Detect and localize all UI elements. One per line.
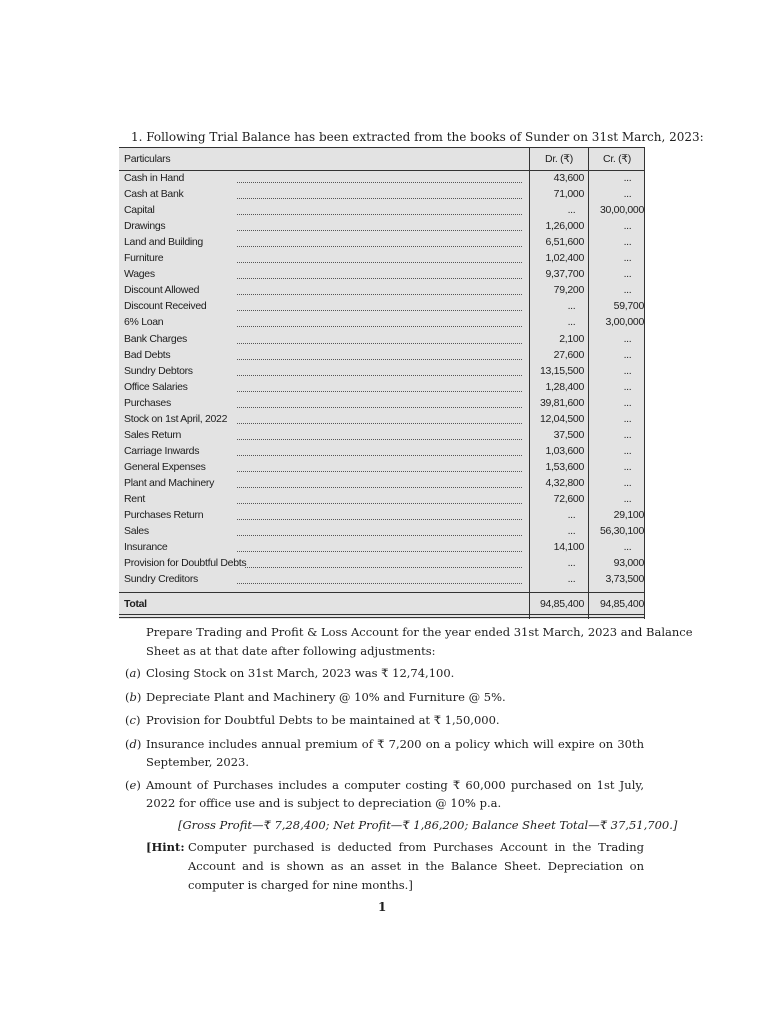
table-row xyxy=(119,316,645,332)
row-particulars: Bad Debts xyxy=(124,348,171,361)
adjustment-e-text: Amount of Purchases includes a computer costing ₹ 60,000 purchased on 1st July, 2022 for office use and is subject to depreciation @ 10% p.a. xyxy=(146,778,644,810)
row-cr-amount: ... xyxy=(623,444,632,457)
leader-dots xyxy=(245,567,522,568)
table-row xyxy=(119,188,645,204)
table-row xyxy=(119,220,645,236)
row-particulars: Purchases xyxy=(124,396,171,409)
row-particulars: Capital xyxy=(124,204,155,217)
row-dr-amount: 1,03,600 xyxy=(545,444,584,457)
total-label: Total xyxy=(124,598,147,610)
total-bottom-rule-1 xyxy=(119,614,645,615)
row-dr-amount: 4,32,800 xyxy=(545,476,584,489)
table-row xyxy=(119,381,645,397)
table-row xyxy=(119,541,645,557)
row-dr-amount: ... xyxy=(567,509,576,522)
row-particulars: Carriage Inwards xyxy=(124,444,200,457)
row-cr-amount: 59,700 xyxy=(613,300,644,313)
leader-dots xyxy=(237,359,522,360)
row-cr-amount: 93,000 xyxy=(613,557,644,570)
table-row xyxy=(119,557,645,573)
row-dr-amount: ... xyxy=(567,316,576,329)
leader-dots xyxy=(237,519,522,520)
row-dr-amount: 43,600 xyxy=(553,172,584,184)
total-cr: 94,85,400 xyxy=(599,598,644,610)
leader-dots xyxy=(237,310,522,311)
table-row xyxy=(119,525,645,541)
leader-dots xyxy=(237,487,522,488)
adjustment-a-text: Closing Stock on 31st March, 2023 was ₹ 12,74,100. xyxy=(146,666,455,680)
table-row xyxy=(119,284,645,300)
row-dr-amount: 72,600 xyxy=(553,493,584,505)
table-row xyxy=(119,333,645,349)
table-row xyxy=(119,252,645,268)
row-dr-amount: 1,28,400 xyxy=(545,380,584,393)
leader-dots xyxy=(237,294,522,295)
row-particulars: Insurance xyxy=(124,541,168,554)
row-dr-amount: 14,100 xyxy=(553,541,584,554)
hint-label: [Hint: xyxy=(146,840,185,854)
adjustment-b-text: Depreciate Plant and Machinery @ 10% and Furniture @ 5%. xyxy=(146,690,506,704)
leader-dots xyxy=(237,214,522,215)
header-bottom-rule xyxy=(119,170,645,171)
adjustment-c-text: Provision for Doubtful Debts to be maintained at ₹ 1,50,000. xyxy=(146,713,500,727)
row-dr-amount: 37,500 xyxy=(553,428,584,441)
table-row xyxy=(119,413,645,429)
row-dr-amount: 12,04,500 xyxy=(539,412,584,425)
row-dr-amount: 39,81,600 xyxy=(539,396,584,409)
row-particulars: Office Salaries xyxy=(124,380,188,393)
row-dr-amount: 1,53,600 xyxy=(545,460,584,473)
row-cr-amount: ... xyxy=(623,252,632,265)
answer-line: [Gross Profit—₹ 7,28,400; Net Profit—₹ 1,86,200; Balance Sheet Total—₹ 37,51,700.] xyxy=(178,818,678,832)
row-cr-amount: ... xyxy=(623,460,632,473)
leader-dots xyxy=(237,246,522,247)
row-particulars: Sales xyxy=(124,525,149,538)
row-cr-amount: ... xyxy=(623,220,632,233)
leader-dots xyxy=(237,343,522,344)
row-dr-amount: 1,26,000 xyxy=(545,220,584,233)
adjustment-a-label: (a) xyxy=(125,666,141,680)
table-row xyxy=(119,349,645,365)
row-particulars: General Expenses xyxy=(124,460,206,473)
hint-text: Computer purchased is deducted from Purchases Account in the Trading Account and is shown as an asset in the Balance Sheet. Depreciation on computer is charged for nine months.] xyxy=(188,840,644,892)
table-row xyxy=(119,429,645,445)
adjustment-b-label: (b) xyxy=(125,690,142,704)
trial-balance-table xyxy=(119,147,645,619)
row-particulars: Purchases Return xyxy=(124,509,204,522)
row-particulars: Land and Building xyxy=(124,236,203,249)
row-particulars: Cash in Hand xyxy=(124,172,185,184)
row-cr-amount: 3,00,000 xyxy=(605,316,644,329)
row-dr-amount: ... xyxy=(567,557,576,570)
leader-dots xyxy=(237,423,522,424)
row-particulars: Provision for Doubtful Debts xyxy=(124,557,247,570)
row-dr-amount: ... xyxy=(567,204,576,217)
row-cr-amount: ... xyxy=(623,380,632,393)
leader-dots xyxy=(237,583,522,584)
row-particulars: Sundry Debtors xyxy=(124,364,193,377)
leader-dots xyxy=(237,535,522,536)
row-particulars: Sales Return xyxy=(124,428,182,441)
table-top-rule xyxy=(119,147,645,148)
leader-dots xyxy=(237,326,522,327)
row-dr-amount: 27,600 xyxy=(553,348,584,361)
leader-dots xyxy=(237,391,522,392)
row-cr-amount: ... xyxy=(623,268,632,281)
row-dr-amount: 2,100 xyxy=(559,332,584,345)
row-cr-amount: 3,73,500 xyxy=(605,573,644,586)
table-row xyxy=(119,461,645,477)
row-cr-amount: 29,100 xyxy=(613,509,644,522)
leader-dots xyxy=(237,471,522,472)
table-row xyxy=(119,397,645,413)
table-row xyxy=(119,477,645,493)
total-bottom-rule-2 xyxy=(119,617,645,618)
leader-dots xyxy=(237,278,522,279)
row-dr-amount: 79,200 xyxy=(553,284,584,297)
row-dr-amount: ... xyxy=(567,573,576,586)
row-particulars: Furniture xyxy=(124,252,164,265)
table-row xyxy=(119,172,645,188)
row-cr-amount: ... xyxy=(623,396,632,409)
row-particulars: Cash at Bank xyxy=(124,188,184,201)
adjustment-c-label: (c) xyxy=(125,713,141,727)
header-dr: Dr. (₹) xyxy=(545,153,573,165)
leader-dots xyxy=(237,503,522,504)
table-row xyxy=(119,204,645,220)
table-row xyxy=(119,236,645,252)
leader-dots xyxy=(237,262,522,263)
table-row xyxy=(119,509,645,525)
leader-dots xyxy=(237,182,522,183)
leader-dots xyxy=(237,407,522,408)
table-row xyxy=(119,365,645,381)
row-cr-amount: ... xyxy=(623,332,632,345)
leader-dots xyxy=(237,230,522,231)
leader-dots xyxy=(237,439,522,440)
instruction-line-1: Prepare Trading and Profit & Loss Account for the year ended 31st March, 2023 and Balance xyxy=(146,625,693,639)
row-particulars: Plant and Machinery xyxy=(124,476,215,489)
row-cr-amount: 56,30,100 xyxy=(599,525,644,538)
header-particulars: Particulars xyxy=(124,153,171,165)
row-cr-amount: ... xyxy=(623,493,632,505)
row-dr-amount: 6,51,600 xyxy=(545,236,584,249)
row-cr-amount: ... xyxy=(623,428,632,441)
table-row xyxy=(119,300,645,316)
adjustment-e-label: (e) xyxy=(125,778,141,792)
leader-dots xyxy=(237,551,522,552)
row-cr-amount: ... xyxy=(623,364,632,377)
table-row xyxy=(119,573,645,589)
row-dr-amount: 9,37,700 xyxy=(545,268,584,281)
row-cr-amount: ... xyxy=(623,476,632,489)
table-row xyxy=(119,445,645,461)
row-cr-amount: ... xyxy=(623,188,632,201)
row-particulars: Rent xyxy=(124,493,145,505)
question-heading: 1. Following Trial Balance has been extracted from the books of Sunder on 31st March, 2023: xyxy=(131,130,704,144)
row-particulars: Discount Allowed xyxy=(124,284,200,297)
leader-dots xyxy=(237,455,522,456)
row-dr-amount: 1,02,400 xyxy=(545,252,584,265)
header-cr: Cr. (₹) xyxy=(603,153,631,165)
total-row xyxy=(119,598,645,614)
instruction-line-2: Sheet as at that date after following adjustments: xyxy=(146,644,436,658)
row-dr-amount: ... xyxy=(567,525,576,538)
row-cr-amount: ... xyxy=(623,412,632,425)
row-particulars: Discount Received xyxy=(124,300,207,313)
total-dr: 94,85,400 xyxy=(539,598,584,610)
row-cr-amount: 30,00,000 xyxy=(599,204,644,217)
adjustment-d-label: (d) xyxy=(125,737,142,751)
row-cr-amount: ... xyxy=(623,172,632,184)
row-dr-amount: 71,000 xyxy=(553,188,584,201)
row-cr-amount: ... xyxy=(623,541,632,554)
total-top-rule xyxy=(119,592,645,593)
row-particulars: Stock on 1st April, 2022 xyxy=(124,412,228,425)
row-cr-amount: ... xyxy=(623,284,632,297)
adjustment-d-text: Insurance includes annual premium of ₹ 7,200 on a policy which will expire on 30th September, 2023. xyxy=(146,737,644,769)
row-particulars: Sundry Creditors xyxy=(124,573,198,586)
leader-dots xyxy=(237,375,522,376)
row-particulars: Bank Charges xyxy=(124,332,187,345)
page-number: 1 xyxy=(378,900,387,914)
row-particulars: 6% Loan xyxy=(124,316,164,329)
row-cr-amount: ... xyxy=(623,236,632,249)
leader-dots xyxy=(237,198,522,199)
row-cr-amount: ... xyxy=(623,348,632,361)
row-dr-amount: ... xyxy=(567,300,576,313)
row-dr-amount: 13,15,500 xyxy=(539,364,584,377)
table-row xyxy=(119,493,645,509)
table-row xyxy=(119,268,645,284)
row-particulars: Drawings xyxy=(124,220,166,233)
row-particulars: Wages xyxy=(124,268,155,281)
